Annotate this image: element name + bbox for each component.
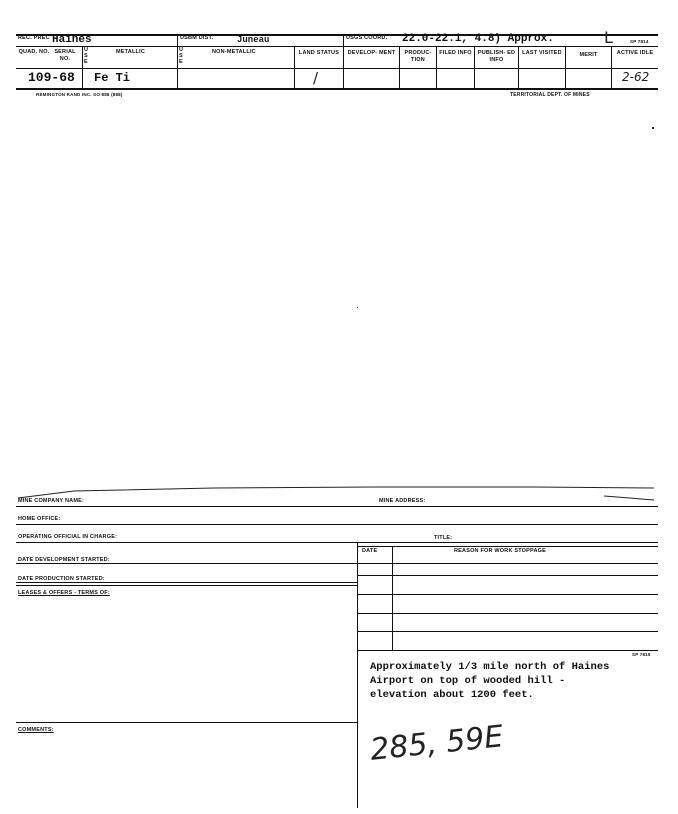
scan-speck (652, 127, 654, 129)
prod-line-1 (16, 582, 358, 583)
rec-prec-value: Haines (52, 34, 92, 46)
bottom-form-number: SP 7815 (632, 652, 651, 657)
use-metallic-header: U S E (84, 47, 89, 65)
quad-no-header: QUAD. NO. (18, 49, 50, 55)
company-line (16, 506, 658, 507)
handwritten-mark: L (604, 28, 613, 47)
active-idle-header: ACTIVE IDLE (616, 50, 654, 56)
land-status-header: LAND STATUS (298, 50, 340, 56)
reason-row-3 (357, 613, 658, 614)
production-header: PRODUC- TION (404, 50, 432, 63)
card-top-edge (14, 476, 662, 506)
use-nonmetallic-header: U S E (179, 47, 184, 65)
location-line-1: Approximately 1/3 mile north of Haines (370, 661, 610, 673)
location-line-3: elevation about 1200 feet. (370, 689, 534, 701)
filed-info-header: FILED INFO (439, 50, 472, 56)
leases-label: LEASES & OFFERS - TERMS OF: (18, 590, 110, 596)
serial-no-header: SERIAL NO. (54, 49, 76, 62)
top-footer-left: REMINGTON RAND INC. SO 888 (888) (36, 92, 123, 97)
top-form-number: SP 7814 (630, 39, 649, 44)
row-divider-2 (16, 68, 658, 69)
col-line-pub (474, 46, 475, 88)
mine-company-label: MINE COMPANY NAME: (18, 498, 85, 504)
prod-line-2 (16, 585, 358, 586)
active-idle-value: 2-62 (622, 70, 650, 84)
col-line-land (294, 46, 295, 88)
title-label: TITLE: (434, 535, 453, 541)
date-production-label: DATE PRODUCTION STARTED: (18, 576, 105, 582)
rec-prec-label: REC. PREC (18, 35, 50, 41)
reason-column-header: REASON FOR WORK STOPPAGE (454, 548, 546, 554)
official-line (16, 542, 658, 543)
reason-row-4 (357, 631, 658, 632)
col-line-filed (436, 46, 437, 88)
col-line-usbm (177, 34, 178, 88)
nonmetallic-header: NON-METALLIC (212, 49, 256, 55)
published-info-header: PUBLISH- ED INFO (477, 50, 516, 63)
center-divider (357, 543, 358, 808)
col-line-last (518, 46, 519, 88)
row-divider-1 (16, 46, 658, 47)
col-line-prod (399, 46, 400, 88)
location-line-2: Airport on top of wooded hill - (370, 675, 566, 687)
comments-label: COMMENTS: (18, 727, 54, 733)
land-status-value: / (313, 69, 319, 87)
top-footer-right: TERRITORIAL DEPT. OF MINES (510, 92, 590, 98)
development-header: DEVELOP- MENT (347, 50, 396, 56)
mine-address-label: MINE ADDRESS: (379, 498, 426, 504)
date-col-divider (392, 546, 393, 650)
dev-line (16, 563, 658, 564)
usbm-dist-label: USBM DIST. (180, 35, 214, 41)
metallic-header: METALLIC (116, 49, 145, 55)
usbm-dist-value: Juneau (237, 35, 270, 45)
handwritten-coordinates: 285, 59E (368, 719, 505, 768)
usgs-coord-value: 22.0-22.1, 4.8) Approx. (402, 33, 554, 45)
col-line-serial (82, 46, 83, 88)
date-header-line (357, 546, 658, 547)
top-border (16, 34, 658, 36)
comments-line (16, 722, 358, 723)
col-line-merit (565, 46, 566, 88)
merit-header: MERIT (579, 52, 598, 58)
reason-row-1 (357, 575, 658, 576)
scan-speck (357, 307, 358, 308)
col-line-active (611, 46, 612, 88)
reason-row-5 (357, 650, 658, 651)
home-office-line (16, 524, 658, 525)
last-visited-header: LAST VISITED (522, 50, 562, 56)
reason-row-2 (357, 594, 658, 595)
date-column-header: DATE (362, 548, 378, 554)
row-divider-3 (16, 88, 658, 90)
home-office-label: HOME OFFICE: (18, 516, 61, 522)
usgs-coord-label: USGS COORD. (346, 35, 388, 41)
quad-serial-value: 109-68 (28, 70, 75, 85)
col-line-coord (343, 34, 344, 88)
operating-official-label: OPERATING OFFICIAL IN CHARGE: (18, 534, 118, 540)
metallic-value: Fe Ti (94, 71, 131, 85)
date-development-label: DATE DEVELOPMENT STARTED: (18, 557, 110, 563)
